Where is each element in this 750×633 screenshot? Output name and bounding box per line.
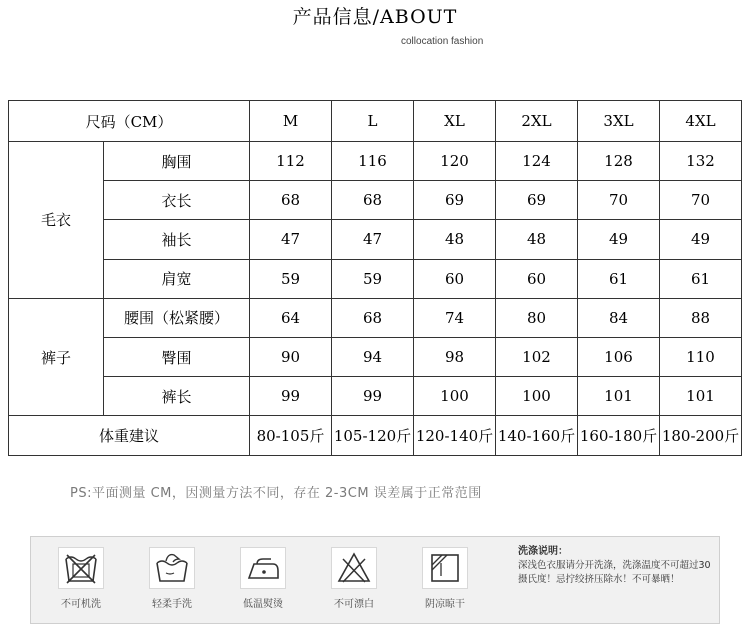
table-cell: 128 — [578, 142, 660, 181]
table-cell: 84 — [578, 298, 660, 337]
table-cell: 60 — [496, 259, 578, 298]
table-cell: 69 — [414, 181, 496, 220]
care-item — [51, 547, 111, 610]
table-cell: 116 — [332, 142, 414, 181]
table-row — [9, 142, 742, 181]
care-label: 轻柔手洗 — [152, 599, 192, 610]
table-cell: 61 — [660, 259, 742, 298]
care-item — [324, 547, 384, 610]
table-cell: 64 — [250, 298, 332, 337]
row-label: 肩宽 — [104, 259, 250, 298]
care-instructions — [518, 545, 713, 587]
table-cell: 74 — [414, 298, 496, 337]
table-cell: 69 — [496, 181, 578, 220]
size-header: M — [250, 101, 332, 142]
size-header-row — [9, 101, 742, 142]
table-cell: 99 — [250, 377, 332, 416]
table-cell: 48 — [414, 220, 496, 259]
table-cell: 59 — [250, 259, 332, 298]
care-label: 阴凉晾干 — [425, 599, 465, 610]
size-header: 3XL — [578, 101, 660, 142]
row-label: 胸围 — [104, 142, 250, 181]
table-cell: 100 — [414, 377, 496, 416]
size-header: XL — [414, 101, 496, 142]
table-cell: 47 — [250, 220, 332, 259]
table-cell: 112 — [250, 142, 332, 181]
table-cell: 120 — [414, 142, 496, 181]
weight-cell: 140-160斤 — [496, 416, 578, 456]
table-cell: 94 — [332, 337, 414, 376]
table-cell: 101 — [578, 377, 660, 416]
care-item — [142, 547, 202, 610]
table-row — [9, 377, 742, 416]
shade-dry-icon — [422, 547, 468, 589]
group-label: 毛衣 — [9, 142, 104, 299]
care-item — [415, 547, 475, 610]
table-cell: 98 — [414, 337, 496, 376]
table-cell: 68 — [250, 181, 332, 220]
table-cell: 106 — [578, 337, 660, 376]
care-panel — [30, 536, 720, 624]
care-label: 不可漂白 — [334, 599, 374, 610]
table-cell: 70 — [660, 181, 742, 220]
row-label: 衣长 — [104, 181, 250, 220]
care-label: 低温熨烫 — [243, 599, 283, 610]
table-row — [9, 220, 742, 259]
table-cell: 49 — [660, 220, 742, 259]
measurement-note: PS:平面测量 CM，因测量方法不同，存在 2-3CM 误差属于正常范围 — [70, 486, 482, 501]
table-row — [9, 337, 742, 376]
table-cell: 59 — [332, 259, 414, 298]
table-cell: 61 — [578, 259, 660, 298]
table-cell: 124 — [496, 142, 578, 181]
row-label: 袖长 — [104, 220, 250, 259]
table-cell: 80 — [496, 298, 578, 337]
table-cell: 102 — [496, 337, 578, 376]
row-label: 臀围 — [104, 337, 250, 376]
table-cell: 100 — [496, 377, 578, 416]
weight-cell: 180-200斤 — [660, 416, 742, 456]
table-cell: 88 — [660, 298, 742, 337]
table-cell: 110 — [660, 337, 742, 376]
corner-header: 尺码（CM） — [9, 101, 250, 142]
gentle-hand-wash-icon — [149, 547, 195, 589]
weight-label: 体重建议 — [9, 416, 250, 456]
care-text: 深浅色衣服请分开洗涤，洗涤温度不可超过30摄氏度！忌拧绞挤压除水！不可暴晒！ — [518, 560, 711, 585]
group-label: 裤子 — [9, 298, 104, 416]
table-cell: 60 — [414, 259, 496, 298]
table-cell: 99 — [332, 377, 414, 416]
care-label: 不可机洗 — [61, 599, 101, 610]
care-item — [233, 547, 293, 610]
size-header: 2XL — [496, 101, 578, 142]
table-cell: 132 — [660, 142, 742, 181]
row-label: 裤长 — [104, 377, 250, 416]
table-cell: 101 — [660, 377, 742, 416]
table-cell: 48 — [496, 220, 578, 259]
weight-cell: 120-140斤 — [414, 416, 496, 456]
table-cell: 47 — [332, 220, 414, 259]
size-header: L — [332, 101, 414, 142]
table-cell: 90 — [250, 337, 332, 376]
size-table — [8, 100, 742, 456]
care-title: 洗涤说明： — [518, 546, 568, 557]
no-machine-wash-icon — [58, 547, 104, 589]
table-cell: 68 — [332, 181, 414, 220]
page-subtitle: collocation fashion — [401, 36, 484, 47]
no-bleach-icon — [331, 547, 377, 589]
table-cell: 49 — [578, 220, 660, 259]
low-temp-iron-icon — [240, 547, 286, 589]
page-title: 产品信息/ABOUT — [292, 6, 458, 28]
weight-cell: 160-180斤 — [578, 416, 660, 456]
table-row — [9, 298, 742, 337]
weight-row — [9, 416, 742, 456]
weight-cell: 105-120斤 — [332, 416, 414, 456]
table-cell: 68 — [332, 298, 414, 337]
table-row — [9, 181, 742, 220]
table-cell: 70 — [578, 181, 660, 220]
table-row — [9, 259, 742, 298]
row-label: 腰围（松紧腰） — [104, 298, 250, 337]
size-header: 4XL — [660, 101, 742, 142]
weight-cell: 80-105斤 — [250, 416, 332, 456]
